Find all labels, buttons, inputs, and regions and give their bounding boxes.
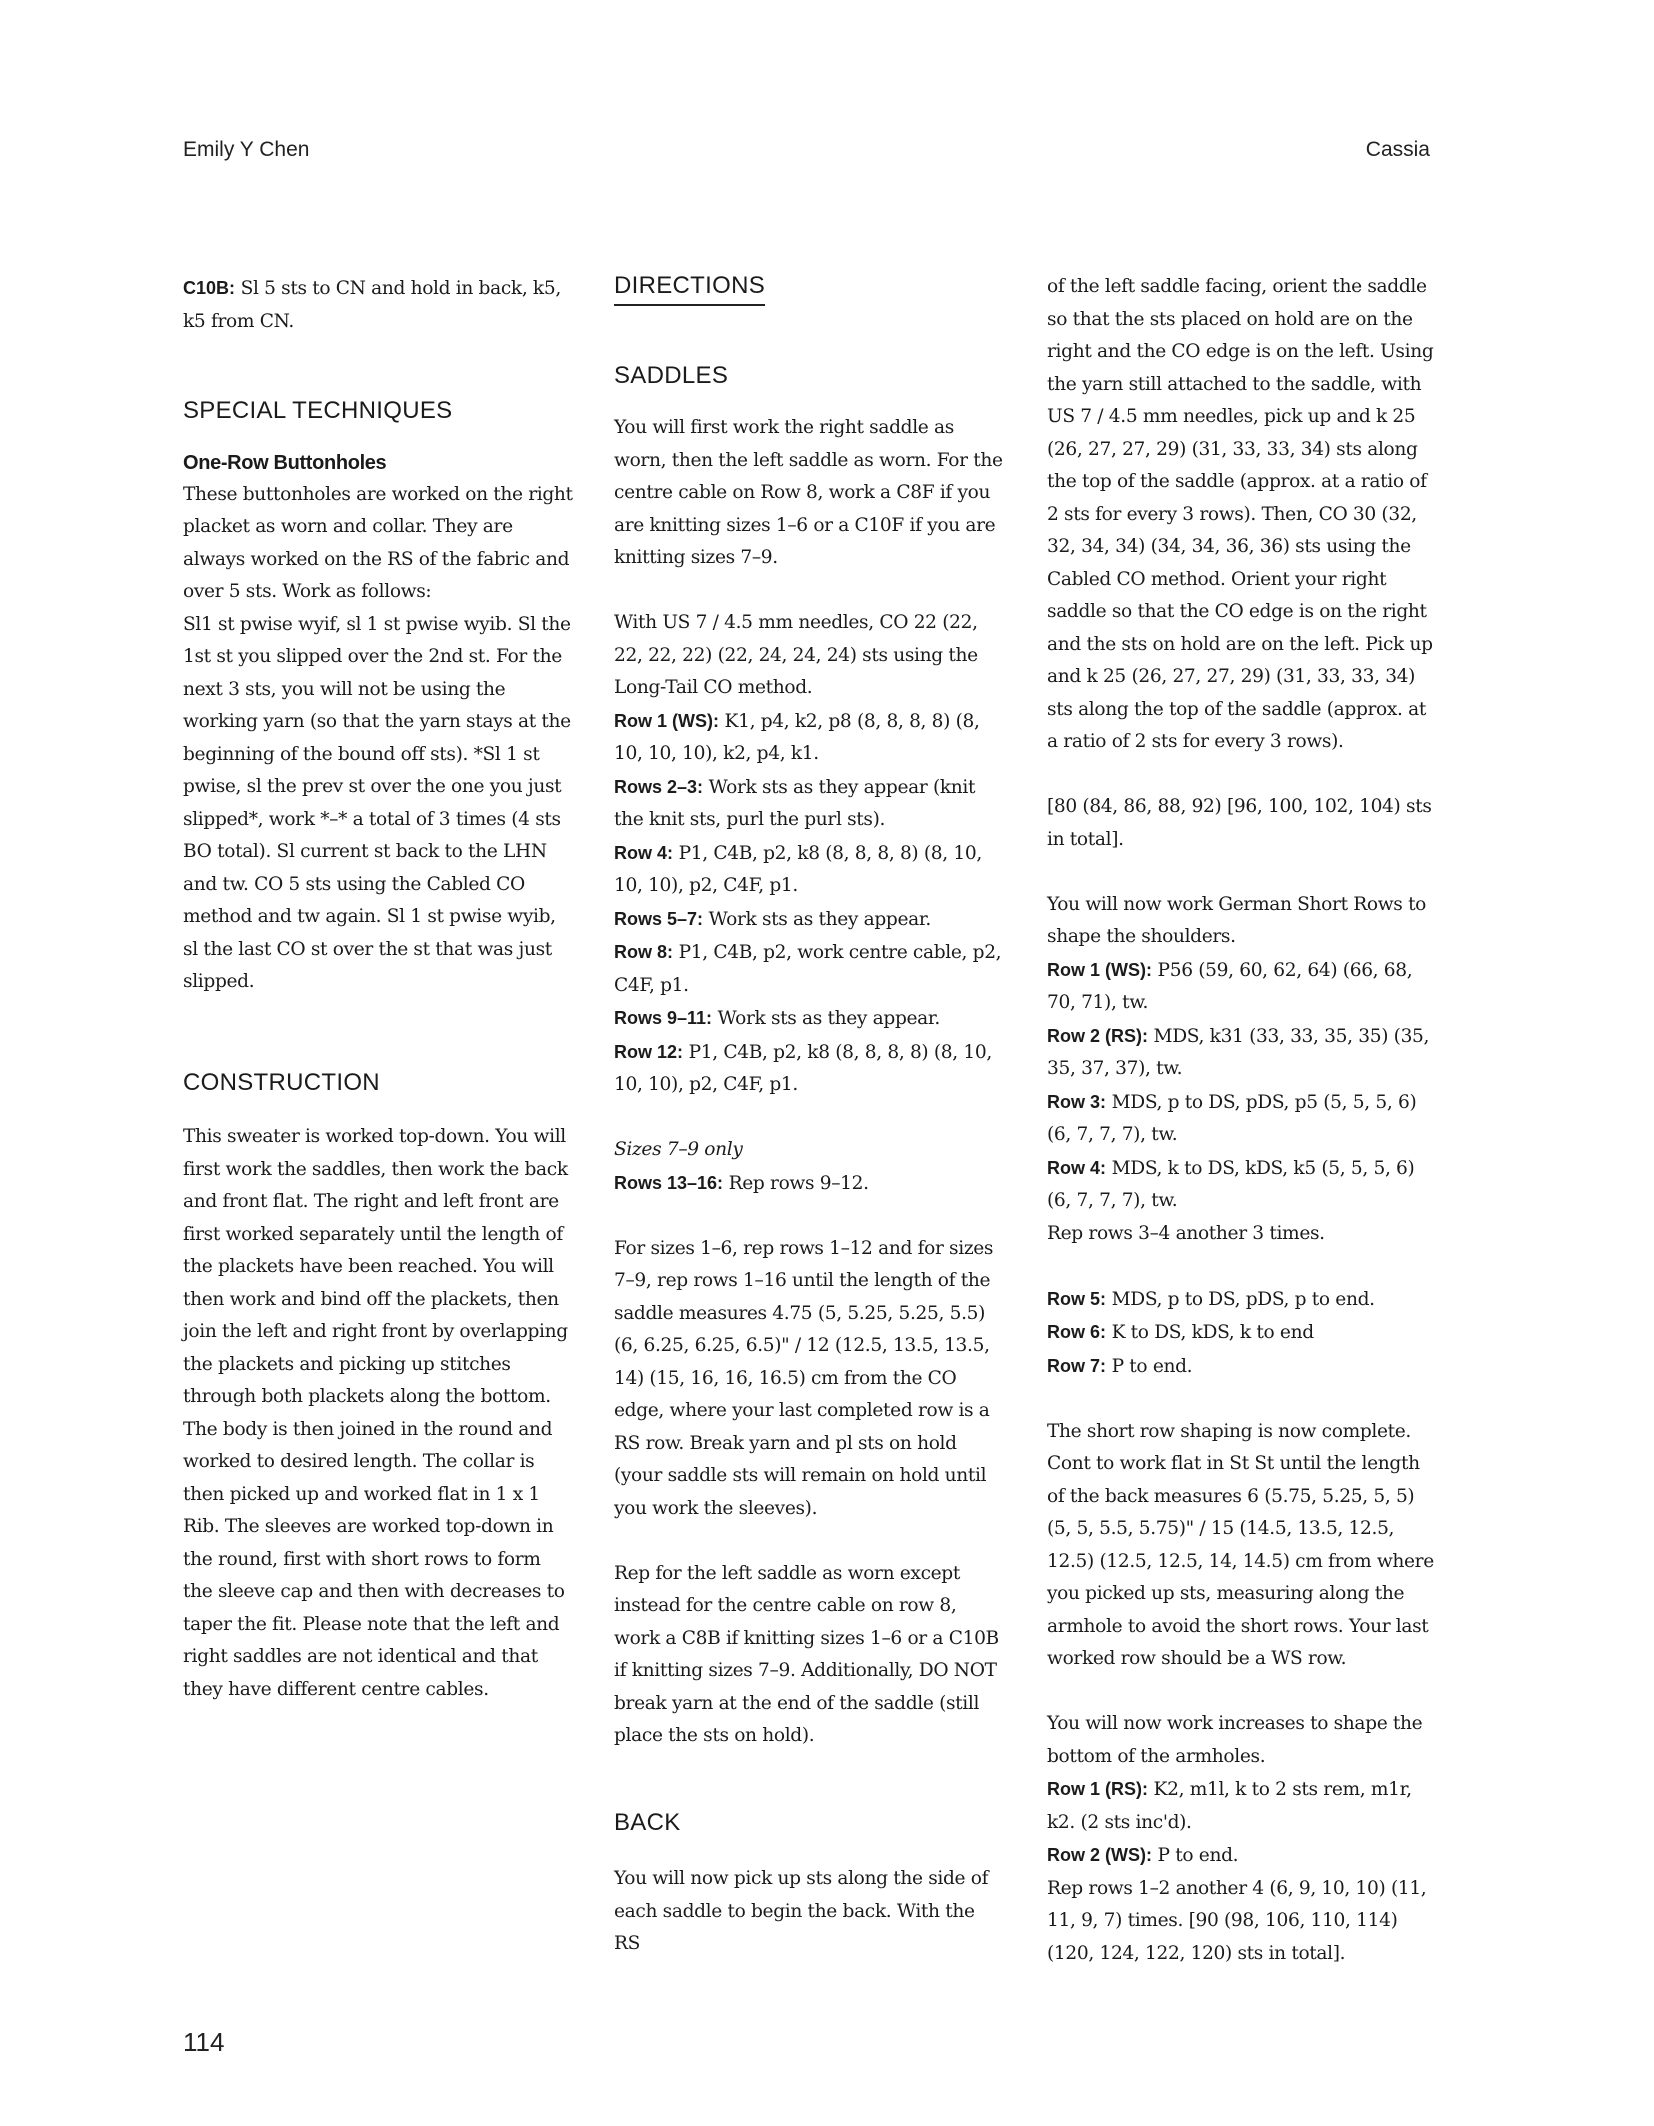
saddle-rows-13-16-label: Rows 13–16: (614, 1172, 724, 1193)
short-rows-repeat: Rep rows 3–4 another 3 times. (1047, 1222, 1325, 1244)
left-saddle: Rep for the left saddle as worn except instead for the centre cable on row 8, work a C8B if knitting sizes 1–6 or a C10B if knitting sizes 7–9. Additionally, DO NOT break yarn at the end of the saddle (still place the sts on hold). (614, 1562, 999, 1746)
buttonholes-instructions: Sl1 st pwise wyif, sl 1 st pwise wyib. Sl the 1st st you slipped over the 2nd st. For the next 3 sts, you will not be using the working yarn (so that the yarn stays at the beginning of the bound off sts). *Sl 1 st pwise, sl the prev st over the one you just slipped*, work *–* a total of 3 times (4 sts BO total). Sl current st back to the LHN and tw. CO 5 sts using the Cabled CO method and tw again. Sl 1 st pwise wyib, sl the last CO st over the st that was just slipped. (183, 613, 571, 992)
saddle-rows-13-16 (614, 1167, 1006, 1201)
c10b-label: C10B: (183, 278, 236, 298)
short-row-5 (1047, 1283, 1439, 1317)
saddle-row-12-label: Row 12: (614, 1041, 684, 1062)
c10b-text: Sl 5 sts to CN and hold in back, k5, k5 from CN. (183, 278, 561, 332)
saddle-rows-13-16-text: Rep rows 9–12. (723, 1172, 869, 1194)
running-header-author: Emily Y Chen (183, 138, 310, 161)
short-row-5-label: Row 5: (1047, 1288, 1107, 1309)
saddle-rows-2-3-text: Work sts as they appear (knit the knit sts, purl the purl sts). (614, 776, 976, 830)
short-row-1 (1047, 954, 1439, 1020)
construction-heading: CONSTRUCTION (183, 1069, 380, 1096)
increase-row-2-label: Row 2 (WS): (1047, 1845, 1152, 1865)
short-row-7-label: Row 7: (1047, 1355, 1107, 1376)
increase-row-2-text: P to end. (1152, 1845, 1239, 1866)
saddle-row-12 (614, 1036, 1006, 1102)
saddle-row-12-text: P1, C4B, p2, k8 (8, 8, 8, 8) (8, 10, 10, 10), p2, C4F, p1. (614, 1041, 992, 1095)
increase-row-1-text: K2, m1l, k to 2 sts rem, m1r, k2. (2 sts inc'd). (1047, 1779, 1412, 1833)
armhole-increases-intro: You will now work increases to shape the bottom of the armholes. (1047, 1713, 1423, 1767)
increase-row-1 (1047, 1773, 1439, 1839)
buttonholes-intro: These buttonholes are worked on the right placket as worn and collar. They are always worked on the RS of the fabric and over 5 sts. Work as follows: (183, 483, 573, 602)
saddle-row-4 (614, 837, 1006, 903)
back-pickup: of the left saddle facing, orient the saddle so that the sts placed on hold are on the right and the CO edge is on the left. Using the yarn still attached to the saddle, with US 7 / 4.5 mm needles, pick up and k 25 (26, 27, 27, 29) (31, 33, 33, 34) sts along the top of the saddle (approx. at a ratio of 2 sts for every 3 rows). Then, CO 30 (32, 32, 34, 34) (34, 34, 36, 36) sts using the Cabled CO method. Orient your right saddle so that the CO edge is on the right and the sts on hold are on the left. Pick up and k 25 (26, 27, 27, 29) (31, 33, 33, 34) sts along the top of the saddle (approx. at a ratio of 2 sts for every 3 rows). (1047, 276, 1434, 752)
short-row-7-text: P to end. (1106, 1355, 1193, 1377)
short-row-3-text: MDS, p to DS, pDS, p5 (5, 5, 5, 6) (6, 7, 7, 7), tw. (1047, 1091, 1417, 1145)
sizes-7-9-note: Sizes 7–9 only (614, 1139, 743, 1160)
saddle-row-4-text: P1, C4B, p2, k8 (8, 8, 8, 8) (8, 10, 10, 10), p2, C4F, p1. (614, 842, 982, 896)
increase-row-2 (1047, 1839, 1439, 1873)
saddle-row-1-text: K1, p4, k2, p8 (8, 8, 8, 8) (8, 10, 10, 10), k2, p4, k1. (614, 710, 980, 764)
column-left (183, 272, 575, 1706)
saddle-row-8-text: P1, C4B, p2, work centre cable, p2, C4F, p1. (614, 942, 1002, 996)
column-right (1047, 271, 1439, 1970)
short-row-6 (1047, 1316, 1439, 1350)
short-row-2-label: Row 2 (RS): (1047, 1025, 1148, 1046)
back-stitch-total: [80 (84, 86, 88, 92) [96, 100, 102, 104) sts in total]. (1047, 796, 1432, 850)
short-row-1-text: P56 (59, 60, 62, 64) (66, 68, 70, 71), tw. (1047, 959, 1413, 1013)
short-row-2-text: MDS, k31 (33, 33, 35, 35) (35, 35, 37, 37), tw. (1047, 1025, 1430, 1079)
saddle-rows-2-3-label: Rows 2–3: (614, 776, 704, 797)
short-row-1-label: Row 1 (WS): (1047, 959, 1152, 980)
saddle-rows-5-7 (614, 903, 1006, 937)
saddle-row-1-label: Row 1 (WS): (614, 710, 719, 731)
saddle-rows-9-11-label: Rows 9–11: (614, 1008, 713, 1028)
short-rows-intro: You will now work German Short Rows to shape the shoulders. (1047, 893, 1427, 947)
saddle-rows-5-7-text: Work sts as they appear. (703, 908, 931, 930)
short-row-4-label: Row 4: (1047, 1157, 1107, 1178)
short-row-3 (1047, 1086, 1439, 1152)
back-intro: You will now pick up sts along the side of each saddle to begin the back. With the RS (614, 1868, 989, 1954)
column-middle (614, 272, 1006, 1961)
buttonholes-heading: One-Row Buttonholes (183, 451, 387, 474)
saddles-intro: You will first work the right saddle as worn, then the left saddle as worn. For the centre cable on Row 8, work a C8F if you are knitting sizes 1–6 or a C10F if you are knitting sizes 7–9. (614, 417, 1003, 568)
short-row-4 (1047, 1152, 1439, 1218)
c10b-definition (183, 272, 575, 338)
increase-repeat: Rep rows 1–2 another 4 (6, 9, 10, 10) (11, 11, 9, 7) times. [90 (98, 106, 110, 114) (120, 124, 122, 120) sts in total]. (1047, 1877, 1427, 1964)
page-number: 114 (183, 2027, 225, 2057)
special-techniques-heading: SPECIAL TECHNIQUES (183, 396, 453, 424)
saddle-rows-9-11-text: Work sts as they appear. (712, 1008, 940, 1029)
saddles-cast-on: With US 7 / 4.5 mm needles, CO 22 (22, 22, 22, 22) (22, 24, 24, 24) sts using the Long-Tail CO method. (614, 612, 978, 698)
saddle-row-4-label: Row 4: (614, 842, 674, 863)
construction-text: This sweater is worked top-down. You will first work the saddles, then work the back and front flat. The right and left front are first worked separately until the length of the plackets have been reached. You will then work and bind off the plackets, then join the left and right front by overlapping the plackets and picking up stitches through both plackets along the bottom. The body is then joined in the round and worked to desired length. The collar is then picked up and worked flat in 1 x 1 Rib. The sleeves are worked top-down in the round, first with short rows to form the sleeve cap and then with decreases to taper the fit. Please note that the left and right saddles are not identical and that they have different centre cables. (183, 1126, 568, 1700)
saddles-heading: SADDLES (614, 362, 729, 389)
short-row-2 (1047, 1020, 1439, 1086)
saddle-rows-5-7-label: Rows 5–7: (614, 908, 704, 929)
directions-heading (614, 270, 1006, 306)
short-row-6-label: Row 6: (1047, 1322, 1107, 1342)
short-row-6-text: K to DS, kDS, k to end (1106, 1322, 1314, 1343)
running-header-title: Cassia (1365, 138, 1430, 161)
saddle-rows-9-11 (614, 1002, 1006, 1036)
saddle-row-8 (614, 936, 1006, 1002)
short-row-5-text: MDS, p to DS, pDS, p to end. (1106, 1288, 1375, 1310)
saddle-row-1 (614, 705, 1006, 771)
saddle-rows-2-3 (614, 771, 1006, 837)
back-heading: BACK (614, 1809, 681, 1836)
saddles-repeat: For sizes 1–6, rep rows 1–12 and for sizes 7–9, rep rows 1–16 until the length of the saddle measures 4.75 (5, 5.25, 5.25, 5.5) (6, 6.25, 6.25, 6.5)" / 12 (12.5, 13.5, 13.5, 14) (15, 16, 16, 16.5) cm from the CO edge, where your last completed row is a RS row. Break yarn and pl sts on hold (your saddle sts will remain on hold until you work the sleeves). (614, 1237, 994, 1519)
saddle-row-8-label: Row 8: (614, 942, 674, 962)
short-row-4-text: MDS, k to DS, kDS, k5 (5, 5, 5, 6) (6, 7, 7, 7), tw. (1047, 1157, 1415, 1211)
short-row-3-label: Row 3: (1047, 1091, 1107, 1112)
increase-row-1-label: Row 1 (RS): (1047, 1779, 1148, 1799)
short-row-7 (1047, 1350, 1439, 1384)
back-length: The short row shaping is now complete. Cont to work flat in St St until the length of the back measures 6 (5.75, 5.25, 5, 5) (5, 5, 5.5, 5.75)" / 15 (14.5, 13.5, 12.5, 12.5) (12.5, 12.5, 14, 14.5) cm from where you picked up sts, measuring along the armhole to avoid the short rows. Your last worked row should be a WS row. (1047, 1420, 1434, 1669)
directions-heading-text: DIRECTIONS (614, 270, 765, 306)
